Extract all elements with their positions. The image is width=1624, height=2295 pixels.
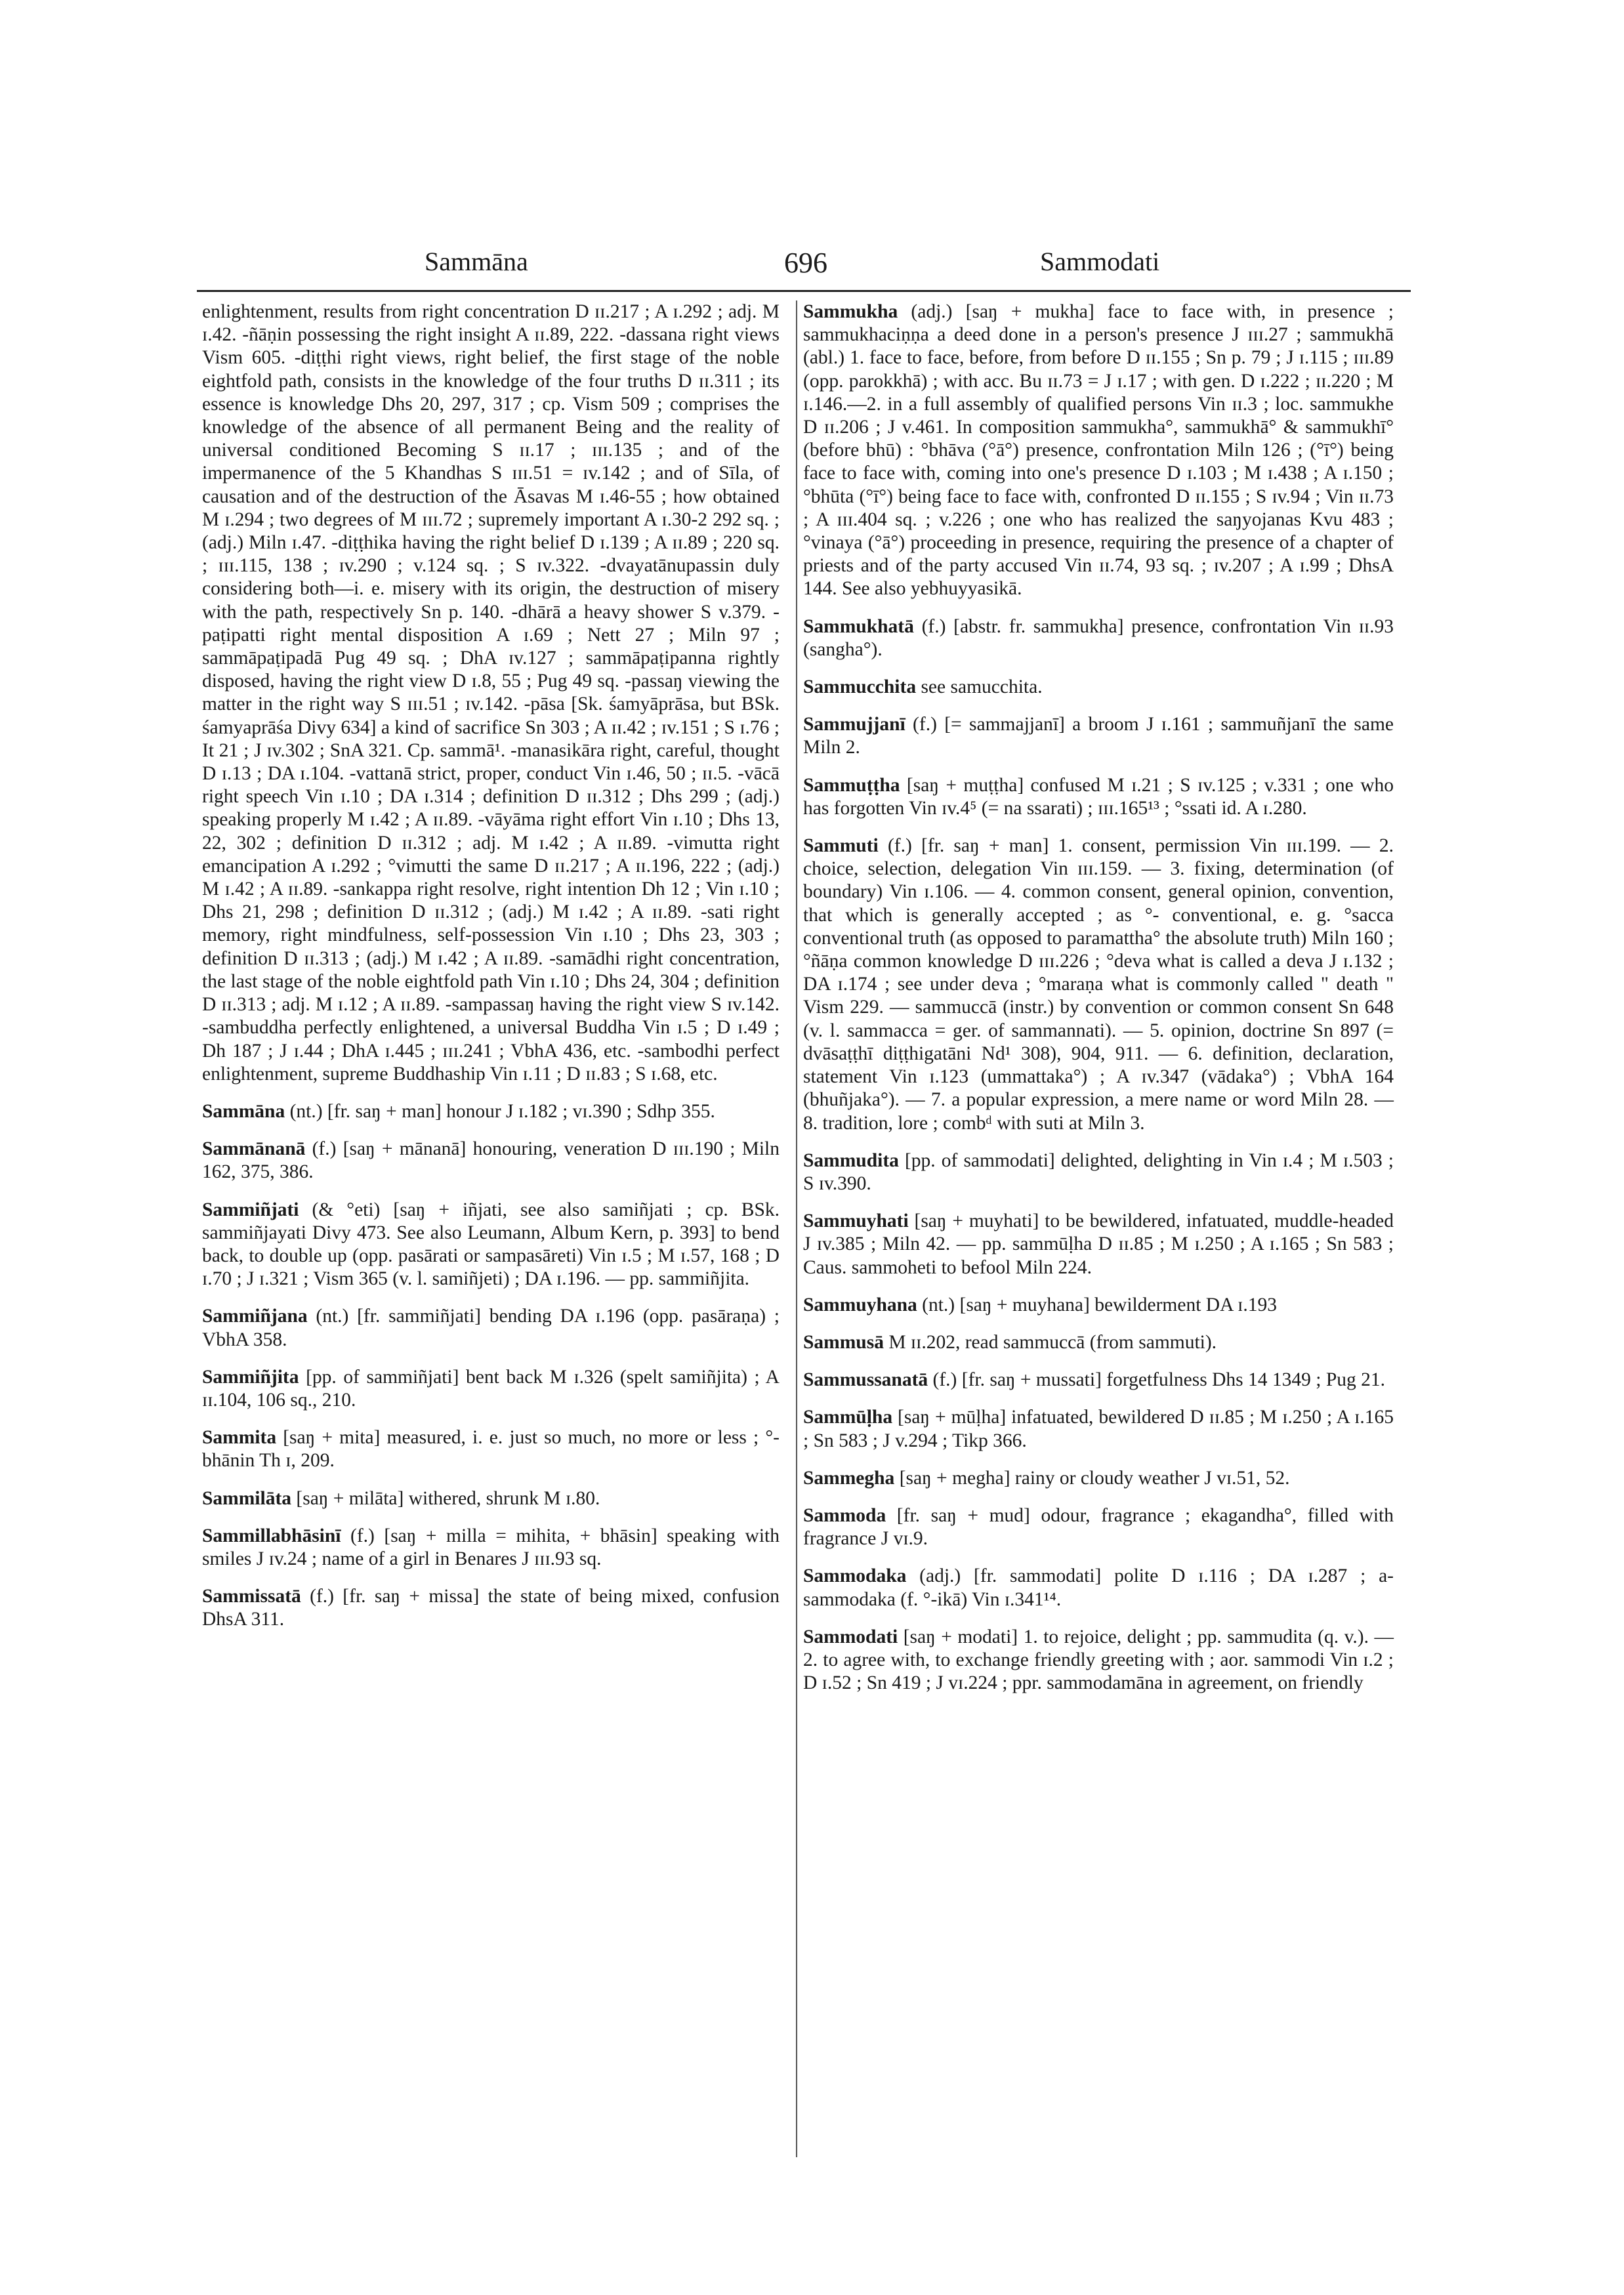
entry-definition: [fr. saŋ + mud] odour, fragrance ; ekagandha°, filled with fragrance J vɪ.9. — [803, 1504, 1394, 1550]
page-number: 696 — [784, 247, 827, 279]
entry-definition: (f.) [fr. saŋ + missa] the state of being mixed, confusion DhsA 311. — [202, 1586, 780, 1630]
entry-definition: [pp. of sammodati] delighted, delighting in Vin ɪ.4 ; M ɪ.503 ; S ɪv.390. — [803, 1149, 1394, 1194]
dictionary-entry — [803, 1294, 1394, 1317]
entry-definition: (f.) [abstr. fr. sammukha] presence, confrontation Vin ɪɪ.93 (sangha°). — [803, 615, 1394, 660]
entry-headword: Sammiñjana — [202, 1306, 308, 1327]
entry-definition: [saŋ + muṭṭha] confused M ɪ.21 ; S ɪv.125 ; v.331 ; one who has forgotten Vin ɪv.4⁵ (= na ssarati) ; ɪɪɪ.165¹³ ; °ssati id. A ɪ.280. — [803, 774, 1394, 819]
entry-definition: (nt.) [fr. sammiñjati] bending DA ɪ.196 (opp. pasāraṇa) ; VbhA 358. — [202, 1306, 780, 1350]
left-column — [202, 300, 780, 1646]
entry-headword: Sammusā — [803, 1331, 884, 1353]
entry-definition: (f.) [fr. saŋ + mussati] forgetfulness Dhs 14 1349 ; Pug 21. — [928, 1369, 1385, 1391]
entry-headword: Sammudita — [803, 1149, 899, 1171]
entry-headword: Sammukha — [803, 301, 898, 322]
dictionary-entry — [803, 1369, 1394, 1392]
dictionary-entry — [803, 676, 1394, 699]
entry-definition: (nt.) [fr. saŋ + man] honour J ɪ.182 ; vɪ.390 ; Sdhp 355. — [285, 1100, 715, 1122]
entry-definition: [saŋ + mita] measured, i. e. just so much, no more or less ; °-bhānin Th ɪ, 209. — [202, 1427, 780, 1472]
entry-headword: Sammuyhati — [803, 1210, 909, 1232]
dictionary-entry — [803, 615, 1394, 661]
entry-definition: (f.) [= sammajjanī] a broom J ɪ.161 ; sammuñjanī the same Miln 2. — [803, 714, 1394, 758]
dictionary-entry — [202, 300, 780, 1086]
entry-headword: Sammukhatā — [803, 615, 914, 637]
entry-definition: [pp. of sammiñjati] bent back M ɪ.326 (spelt samiñjita) ; A ɪɪ.104, 106 sq., 210. — [202, 1366, 780, 1411]
entry-headword: Sammuti — [803, 835, 879, 857]
entry-headword: Sammuyhana — [803, 1294, 917, 1315]
entry-definition: [saŋ + muyhati] to be bewildered, infatuated, muddle-headed J ɪv.385 ; Miln 42. — pp. sammūḷha D ɪɪ.85 ; M ɪ.250 ; A ɪ.165 ; Sn 583 ; Caus. sammoheti to befool Miln 224. — [803, 1210, 1394, 1278]
entry-headword: Sammujjanī — [803, 714, 906, 735]
entry-headword: Sammiñjati — [202, 1199, 299, 1220]
dictionary-entry — [803, 1406, 1394, 1452]
dictionary-entry — [803, 1565, 1394, 1611]
entry-definition: enlightenment, results from right concentration D ɪɪ.217 ; A ɪ.292 ; adj. M ɪ.42. -ñāṇin possessing the right insight A ɪɪ.89, 222. -dassana right views Vism 605. -diṭṭhi right views, right belief, the first stage of the noble eightfold path, consists in the knowledge of the four truths D ɪɪ.311 ; its essence is knowledge Dhs 20, 297, 317 ; cp. Vism 509 ; comprises the knowledge of the absence of all permanent Being and the reality of universal conditioned Becoming S ɪɪ.17 ; ɪɪɪ.135 ; and of the impermanence of the 5 Khandhas S ɪɪɪ.51 = ɪv.142 ; and of Sīla, of causation and of the destruction of the Āsavas M ɪ.46-55 ; how obtained M ɪ.294 ; two degrees of M ɪɪɪ.72 ; supremely important A ɪ.30-2 292 sq. ; (adj.) Miln ɪ.47. -diṭṭhika having the right belief D ɪ.139 ; A ɪɪ.89 ; 220 sq. ; ɪɪɪ.115, 138 ; ɪv.290 ; v.124 sq. ; S ɪv.322. -dvayatānupassin duly considering both—i. e. misery with its origin, the destruction of misery with the path, respectively Sn p. 140. -dhārā a heavy shower S v.379. -paṭipatti right mental disposition A ɪ.69 ; Nett 27 ; Miln 97 ; sammāpaṭipadā Pug 49 sq. ; DhA ɪv.127 ; sammāpaṭipanna rightly disposed, having the right view D ɪ.8, 55 ; Pug 49 sq. -passaŋ viewing the matter in the right way S ɪɪɪ.51 ; ɪv.142. -pāsa [Sk. śamyāprāsa, but BSk. śamyaprāśa Divy 634] a kind of sacrifice Sn 303 ; A ɪɪ.42 ; ɪv.151 ; S ɪ.76 ; It 21 ; J ɪv.302 ; SnA 321. Cp. sammā¹. -manasikāra right, careful, thought D ɪ.13 ; DA ɪ.104. -vattanā strict, proper, conduct Vin ɪ.46, 50 ; ɪɪ.5. -vācā right speech Vin ɪ.10 ; DA ɪ.314 ; definition D ɪɪ.312 ; Dhs 299 ; (adj.) speaking properly M ɪ.42 ; A ɪɪ.89. -vāyāma right effort Vin ɪ.10 ; Dhs 13, 22, 302 ; definition D ɪɪ.312 ; adj. M ɪ.42 ; A ɪɪ.89. -vimutta right emancipation A ɪ.292 ; °vimutti the same D ɪɪ.217 ; A ɪɪ.196, 222 ; (adj.) M ɪ.42 ; A ɪɪ.89. -sankappa right resolve, right intention Dh 12 ; Vin ɪ.10 ; Dhs 21, 298 ; definition D ɪɪ.312 ; (adj.) M ɪ.42 ; A ɪɪ.89. -sati right memory, right mindfulness, self-possession Vin ɪ.10 ; Dhs 23, 303 ; definition D ɪɪ.313 ; (adj.) M ɪ.42 ; A ɪɪ.89. -samādhi right concentration, the last stage of the noble eightfold path Vin ɪ.10 ; Dhs 24, 304 ; definition D ɪɪ.313 ; adj. M ɪ.12 ; A ɪɪ.89. -sampassaŋ having the right view S ɪv.142. -sambuddha perfectly enlightened, a universal Buddha Vin ɪ.5 ; D ɪ.49 ; Dh 187 ; J ɪ.44 ; DhA ɪ.445 ; ɪɪɪ.241 ; VbhA 436, etc. -sambodhi perfect enlightenment, supreme Buddhaship Vin ɪ.11 ; D ɪɪ.83 ; S ɪ.68, etc. — [202, 301, 780, 1085]
dictionary-entry — [202, 1426, 780, 1472]
dictionary-entry — [803, 1626, 1394, 1695]
dictionary-entry — [202, 1199, 780, 1291]
entry-headword: Sammillabhāsinī — [202, 1525, 341, 1546]
dictionary-entry — [803, 1504, 1394, 1550]
dictionary-entry — [202, 1100, 780, 1123]
dictionary-entry — [202, 1138, 780, 1184]
column-divider — [796, 300, 797, 2157]
dictionary-entry — [803, 713, 1394, 759]
entry-definition: (& °eti) [saŋ + iñjati, see also samiñjati ; cp. BSk. sammiñjayati Divy 473. See also Leumann, Album Kern, p. 393] to bend back, to double up (opp. pasārati or sampasāreti) Vin ɪ.5 ; M ɪ.57, 168 ; D ɪ.70 ; J ɪ.321 ; Vism 365 (v. l. samiñjeti) ; DA ɪ.196. — pp. sammiñjita. — [202, 1199, 780, 1290]
right-column — [803, 300, 1394, 1709]
entry-headword: Sammilāta — [202, 1487, 292, 1509]
entry-definition: [saŋ + mūḷha] infatuated, bewildered D ɪɪ.85 ; M ɪ.250 ; A ɪ.165 ; Sn 583 ; J v.294 ; Tikp 366. — [803, 1407, 1394, 1451]
entry-headword: Sammucchita — [803, 676, 917, 698]
entry-definition: (f.) [fr. saŋ + man] 1. consent, permission Vin ɪɪɪ.199. — 2. choice, selection, delegation Vin ɪɪɪ.159. — 3. fixing, determination (of boundary) Vin ɪ.106. — 4. common consent, general opinion, convention, that which is generally accepted ; as °- conventional, e. g. °sacca conventional truth (as opposed to paramattha° the absolute truth) Miln 160 ; °ñāṇa common knowledge D ɪɪɪ.226 ; °deva what is called a deva J ɪ.132 ; DA ɪ.174 ; see under deva ; °maraṇa what is commonly called " death " Vism 229. — sammuccā (instr.) by convention or common consent Sn 648 (v. l. sammacca = ger. of sammannati). — 5. opinion, doctrine Sn 897 (= dvāsaṭṭhī diṭṭhigatāni Nd¹ 308), 904, 911. — 6. definition, declaration, statement Vin ɪ.123 (ummattaka°) ; A ɪv.347 (vādaka°) ; VbhA 164 (bhuñjaka°). — 7. a popular expression, a mere name or word Miln 28. — 8. tradition, lore ; combᵈ with suti at Miln 3. — [803, 835, 1394, 1134]
dictionary-entry — [803, 300, 1394, 601]
dictionary-entry — [202, 1525, 780, 1571]
entry-headword: Sammiñjita — [202, 1366, 299, 1388]
dictionary-entry — [803, 1210, 1394, 1279]
dictionary-entry — [803, 774, 1394, 820]
dictionary-entry — [803, 1467, 1394, 1490]
entry-headword: Sammegha — [803, 1467, 895, 1489]
page-header — [197, 246, 1411, 285]
entry-headword: Sammoda — [803, 1504, 886, 1526]
entry-definition: [saŋ + megha] rainy or cloudy weather J vɪ.51, 52. — [894, 1467, 1290, 1489]
dictionary-entry — [803, 1331, 1394, 1354]
dictionary-entry — [202, 1305, 780, 1351]
entry-definition: [saŋ + milāta] withered, shrunk M ɪ.80. — [291, 1487, 600, 1509]
entry-definition: (adj.) [fr. sammodati] polite D ɪ.116 ; DA ɪ.287 ; a-sammodaka (f. °-ikā) Vin ɪ.341¹⁴. — [803, 1565, 1394, 1610]
header-right-guide-word: Sammodati — [1040, 247, 1160, 276]
entry-definition: (nt.) [saŋ + muyhana] bewilderment DA ɪ.193 — [917, 1294, 1277, 1315]
dictionary-entry — [202, 1487, 780, 1510]
dictionary-entry — [202, 1585, 780, 1631]
entry-headword: Sammussanatā — [803, 1369, 928, 1391]
entry-definition: (f.) [saŋ + mānanā] honouring, veneration D ɪɪɪ.190 ; Miln 162, 375, 386. — [202, 1138, 780, 1183]
dictionary-entry — [803, 835, 1394, 1135]
entry-headword: Sammodati — [803, 1626, 898, 1647]
entry-headword: Sammissatā — [202, 1586, 301, 1607]
entry-definition: (f.) [saŋ + milla = mihita, + bhāsin] speaking with smiles J ɪv.24 ; name of a girl in Benares J ɪɪɪ.93 sq. — [202, 1525, 780, 1569]
entry-headword: Sammita — [202, 1427, 277, 1449]
dictionary-entry — [803, 1149, 1394, 1195]
entry-headword: Sammodaka — [803, 1565, 907, 1587]
header-left-guide-word: Sammāna — [425, 247, 528, 276]
entry-headword: Sammuṭṭha — [803, 774, 900, 796]
header-rule — [197, 290, 1411, 292]
entry-headword: Sammāna — [202, 1100, 285, 1122]
entry-definition: (adj.) [saŋ + mukha] face to face with, in presence ; sammukhaciṇṇa a deed done in a person's presence J ɪɪɪ.27 ; sammukhā (abl.) 1. face to face, before, from before D ɪɪ.155 ; Sn p. 79 ; J ɪ.115 ; ɪɪɪ.89 (opp. parokkhā) ; with acc. Bu ɪɪ.73 = J ɪ.17 ; with gen. D ɪ.222 ; ɪɪ.220 ; M ɪ.146.—2. in a full assembly of qualified persons Vin ɪɪ.3 ; loc. sammukhe D ɪɪ.206 ; J v.461. In composition sammukha°, sammukhā° & sammukhī° (before bhū) : °bhāva (°ā°) presence, confrontation Miln 126 ; (°ī°) being face to face with, coming into one's presence D ɪ.103 ; M ɪ.438 ; A ɪ.150 ; °bhūta (°ī°) being face to face with, confronted D ɪɪ.155 ; S ɪv.94 ; Vin ɪɪ.73 ; A ɪɪɪ.404 sq. ; v.226 ; one who has realized the saŋyojanas Kvu 483 ; °vinaya (°ā°) proceeding in presence, requiring the presence of a chapter of priests and of the party accused Vin ɪɪ.74, 93 sq. ; ɪv.207 ; A ɪ.99 ; DhsA 144. See also yebhuyyasikā. — [803, 301, 1394, 600]
entry-headword: Sammānanā — [202, 1138, 306, 1160]
entry-definition: see samucchita. — [916, 676, 1043, 698]
entry-definition: M ɪɪ.202, read sammuccā (from sammuti). — [883, 1331, 1217, 1353]
dictionary-entry — [202, 1366, 780, 1412]
entry-headword: Sammūḷha — [803, 1407, 893, 1428]
entry-definition: [saŋ + modati] 1. to rejoice, delight ; pp. sammudita (q. v.). — 2. to agree with, to exchange friendly greeting with ; aor. sammodi Vin ɪ.2 ; D ɪ.52 ; Sn 419 ; J vɪ.224 ; ppr. sammodamāna in agreement, on friendly — [803, 1626, 1394, 1694]
